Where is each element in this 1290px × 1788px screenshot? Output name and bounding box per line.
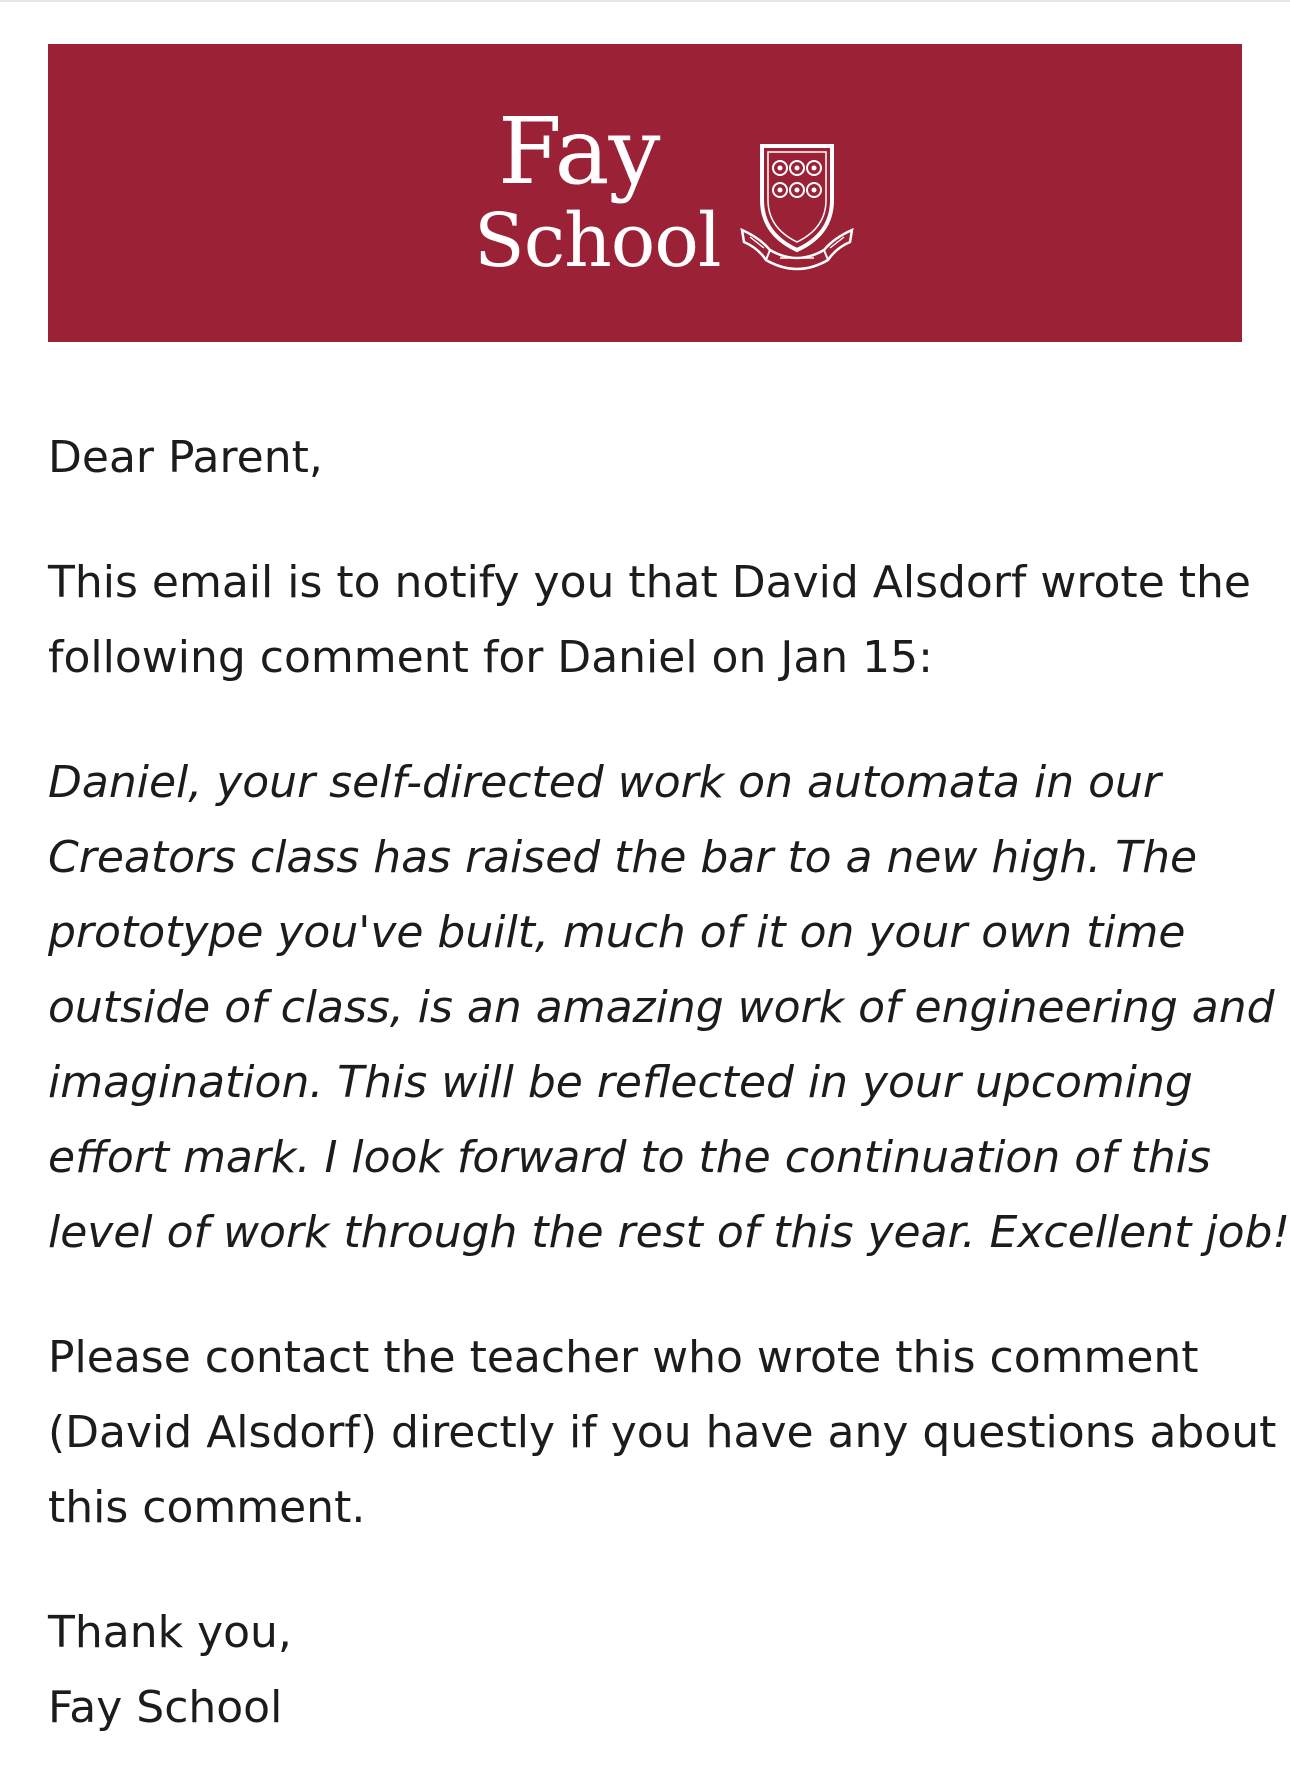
school-crest-icon <box>740 138 854 274</box>
school-logo <box>474 100 854 290</box>
notice-line: This email is to notify you that David Alsdorf wrote the <box>48 557 1251 608</box>
comment-line: effort mark. I look forward to the continuation of this <box>48 1132 1211 1183</box>
contact-paragraph <box>48 1320 1277 1545</box>
signoff: Thank you, <box>48 1607 292 1658</box>
comment-line: outside of class, is an amazing work of engineering and <box>48 982 1275 1033</box>
closing <box>48 1595 1248 1745</box>
comment-line: prototype you've built, much of it on your own time <box>48 907 1186 958</box>
contact-line: Please contact the teacher who wrote this comment <box>48 1332 1199 1383</box>
greeting: Dear Parent, <box>48 432 323 483</box>
signature: Fay School <box>48 1682 283 1733</box>
logo-wordmark-school: School <box>474 198 721 284</box>
comment-line: Creators class has raised the bar to a new high. The <box>48 832 1198 883</box>
comment-line: Daniel, your self-directed work on automata in our <box>48 757 1161 808</box>
email-body <box>48 420 1290 1745</box>
contact-line: this comment. <box>48 1482 366 1533</box>
top-divider <box>0 0 1290 2</box>
comment-line: level of work through the rest of this year. Excellent job! <box>48 1207 1290 1258</box>
contact-line: (David Alsdorf) directly if you have any questions about <box>48 1407 1277 1458</box>
logo-wordmark-fay: Fay <box>498 98 660 205</box>
comment-line: imagination. This will be reflected in your upcoming <box>48 1057 1193 1108</box>
teacher-comment <box>48 745 1290 1270</box>
notice-line: following comment for Daniel on Jan 15: <box>48 632 933 683</box>
notice-paragraph <box>48 545 1251 695</box>
